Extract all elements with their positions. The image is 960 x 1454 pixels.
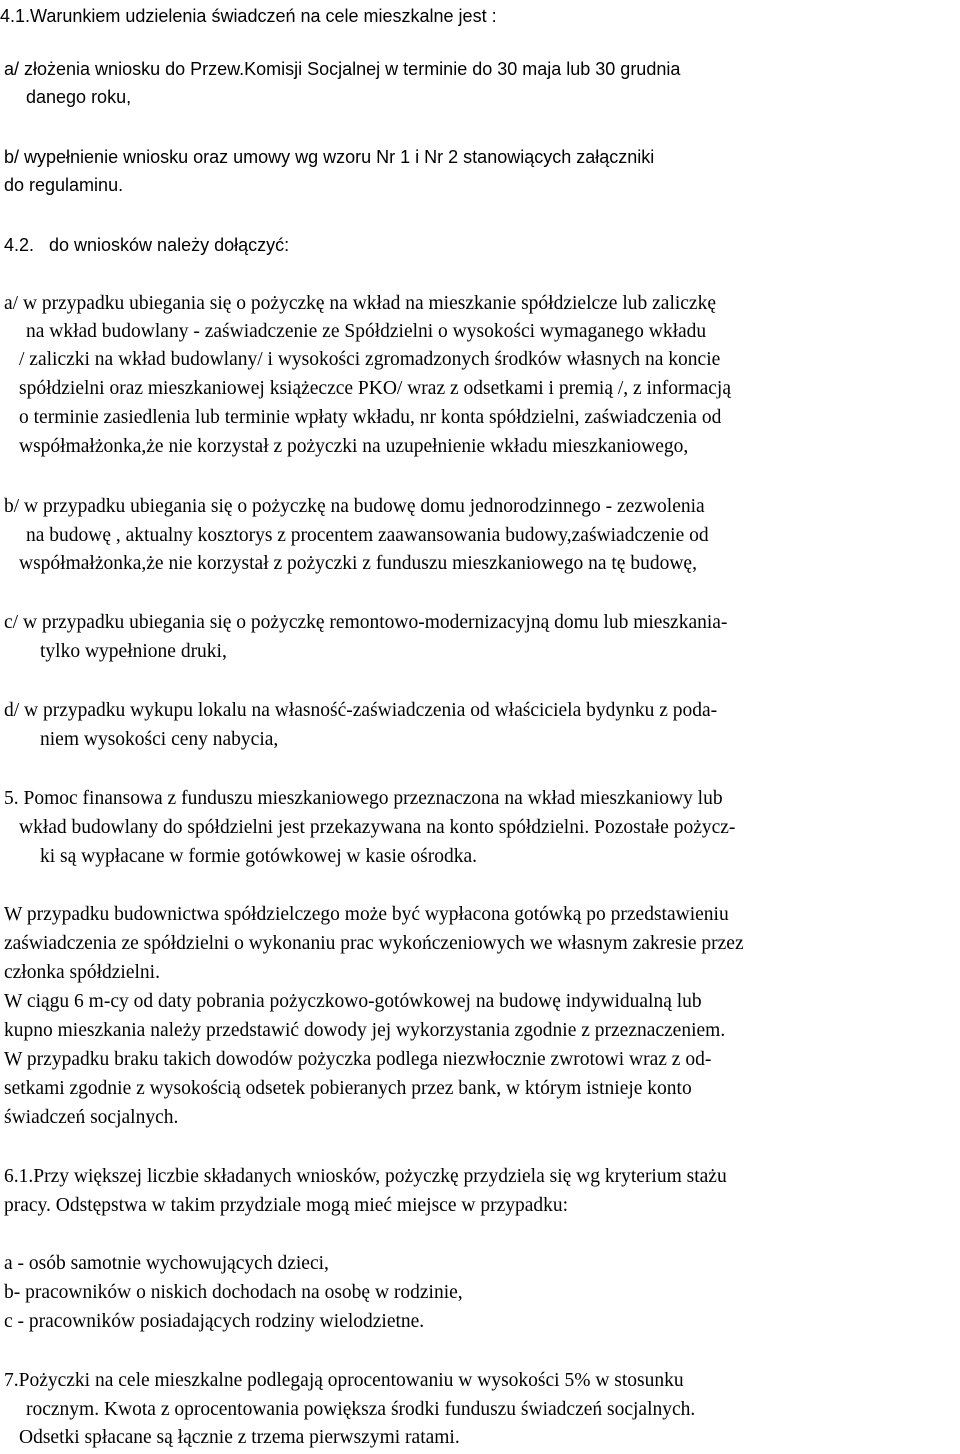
section-6-1-line: pracy. Odstępstwa w takim przydziale mogą mieć miejsce w przypadku: [4,1195,569,1216]
section-4-2-item-a-line: a/ w przypadku ubiegania się o pożyczkę na wkład na mieszkanie spółdzielcze lub zaliczkę [4,293,716,314]
section-6-1-list-item: a - osób samotnie wychowujących dzieci, [4,1253,329,1274]
section-4-2-item-b-line: b/ w przypadku ubiegania się o pożyczkę na budowę domu jednorodzinnego - zezwolenia [4,496,705,517]
building-paragraph-line: W przypadku braku takich dowodów pożyczka podlega niezwłocznie zwrotowi wraz z od- [4,1049,712,1070]
building-paragraph-line: W ciągu 6 m-cy od daty pobrania pożyczkowo-gotówkowej na budowę indywidualną lub [4,991,702,1012]
building-paragraph-line: członka spółdzielni. [4,962,160,983]
section-4-2-item-a-line: na wkład budowlany - zaświadczenie ze Spółdzielni o wysokości wymaganego wkładu [26,321,707,342]
section-5-line: 5. Pomoc finansowa z funduszu mieszkaniowego przeznaczona na wkład mieszkaniowy lub [4,788,723,809]
section-7-line: 7.Pożyczki na cele mieszkalne podlegają oprocentowaniu w wysokości 5% w stosunku [4,1370,684,1391]
section-4-2-item-a-line: współmałżonka,że nie korzystał z pożyczki na uzupełnienie wkładu mieszkaniowego, [19,436,689,457]
section-5-line: wkład budowlany do spółdzielni jest przekazywana na konto spółdzielni. Pozostałe pożycz- [19,817,736,838]
section-4-1-item-b-line: b/ wypełnienie wniosku oraz umowy wg wzoru Nr 1 i Nr 2 stanowiących załączniki [4,147,655,167]
section-4-2-item-b-line: na budowę , aktualny kosztorys z procentem zaawansowania budowy,zaświadczenie od [26,525,709,546]
section-4-2-item-b-line: współmałżonka,że nie korzystał z pożyczki z funduszu mieszkaniowego na tę budowę, [19,553,697,574]
section-4-1-item-a-line: a/ złożenia wniosku do Przew.Komisji Socjalnej w terminie do 30 maja lub 30 grudnia [4,59,681,79]
section-7-line: rocznym. Kwota z oprocentowania powiększa środki funduszu świadczeń socjalnych. [26,1399,696,1420]
building-paragraph-line: setkami zgodnie z wysokością odsetek pobieranych przez bank, w którym istnieje konto [4,1078,692,1099]
section-6-1-list-item: b- pracowników o niskich dochodach na osobę w rodzinie, [4,1282,463,1303]
section-4-2-heading: do wniosków należy dołączyć: [49,235,290,255]
building-paragraph-line: W przypadku budownictwa spółdzielczego może być wypłacona gotówką po przedstawieniu [4,904,729,925]
section-4-1-heading: 4.1.Warunkiem udzielenia świadczeń na cele mieszkalne jest : [0,6,497,26]
section-4-2-item-d-line: niem wysokości ceny nabycia, [40,729,279,750]
section-4-2-number: 4.2. [4,235,35,255]
section-4-2-item-d-line: d/ w przypadku wykupu lokalu na własność-zaświadczenia od właściciela bydynku z poda- [4,700,718,721]
building-paragraph-line: zaświadczenia ze spółdzielni o wykonaniu prac wykończeniowych we własnym zakresie przez [4,933,744,954]
section-4-1-item-a-line: danego roku, [26,87,132,107]
section-4-2-item-a-line: spółdzielni oraz mieszkaniowej książeczce PKO/ wraz z odsetkami i premią /, z informacją [19,378,732,399]
building-paragraph-line: świadczeń socjalnych. [4,1107,179,1128]
section-4-1-item-b-line: do regulaminu. [4,175,124,195]
building-paragraph-line: kupno mieszkania należy przedstawić dowody jej wykorzystania zgodnie z przeznaczeniem. [4,1020,726,1041]
section-4-2-item-a-line: o terminie zasiedlenia lub terminie wpłaty wkładu, nr konta spółdzielni, zaświadczenia od [19,407,722,428]
section-5-line: ki są wypłacane w formie gotówkowej w kasie ośrodka. [40,846,478,867]
section-6-1-line: 6.1.Przy większej liczbie składanych wniosków, pożyczkę przydziela się wg kryterium stażu [4,1166,727,1187]
section-6-1-list-item: c - pracowników posiadających rodziny wielodzietne. [4,1311,425,1332]
section-4-2-item-a-line: / zaliczki na wkład budowlany/ i wysokości zgromadzonych środków własnych na koncie [19,349,721,370]
section-4-2-item-c-line: tylko wypełnione druki, [40,641,227,662]
section-4-2-item-c-line: c/ w przypadku ubiegania się o pożyczkę remontowo-modernizacyjną domu lub mieszkania- [4,612,728,633]
section-7-line: Odsetki spłacane są łącznie z trzema pierwszymi ratami. [19,1427,460,1448]
